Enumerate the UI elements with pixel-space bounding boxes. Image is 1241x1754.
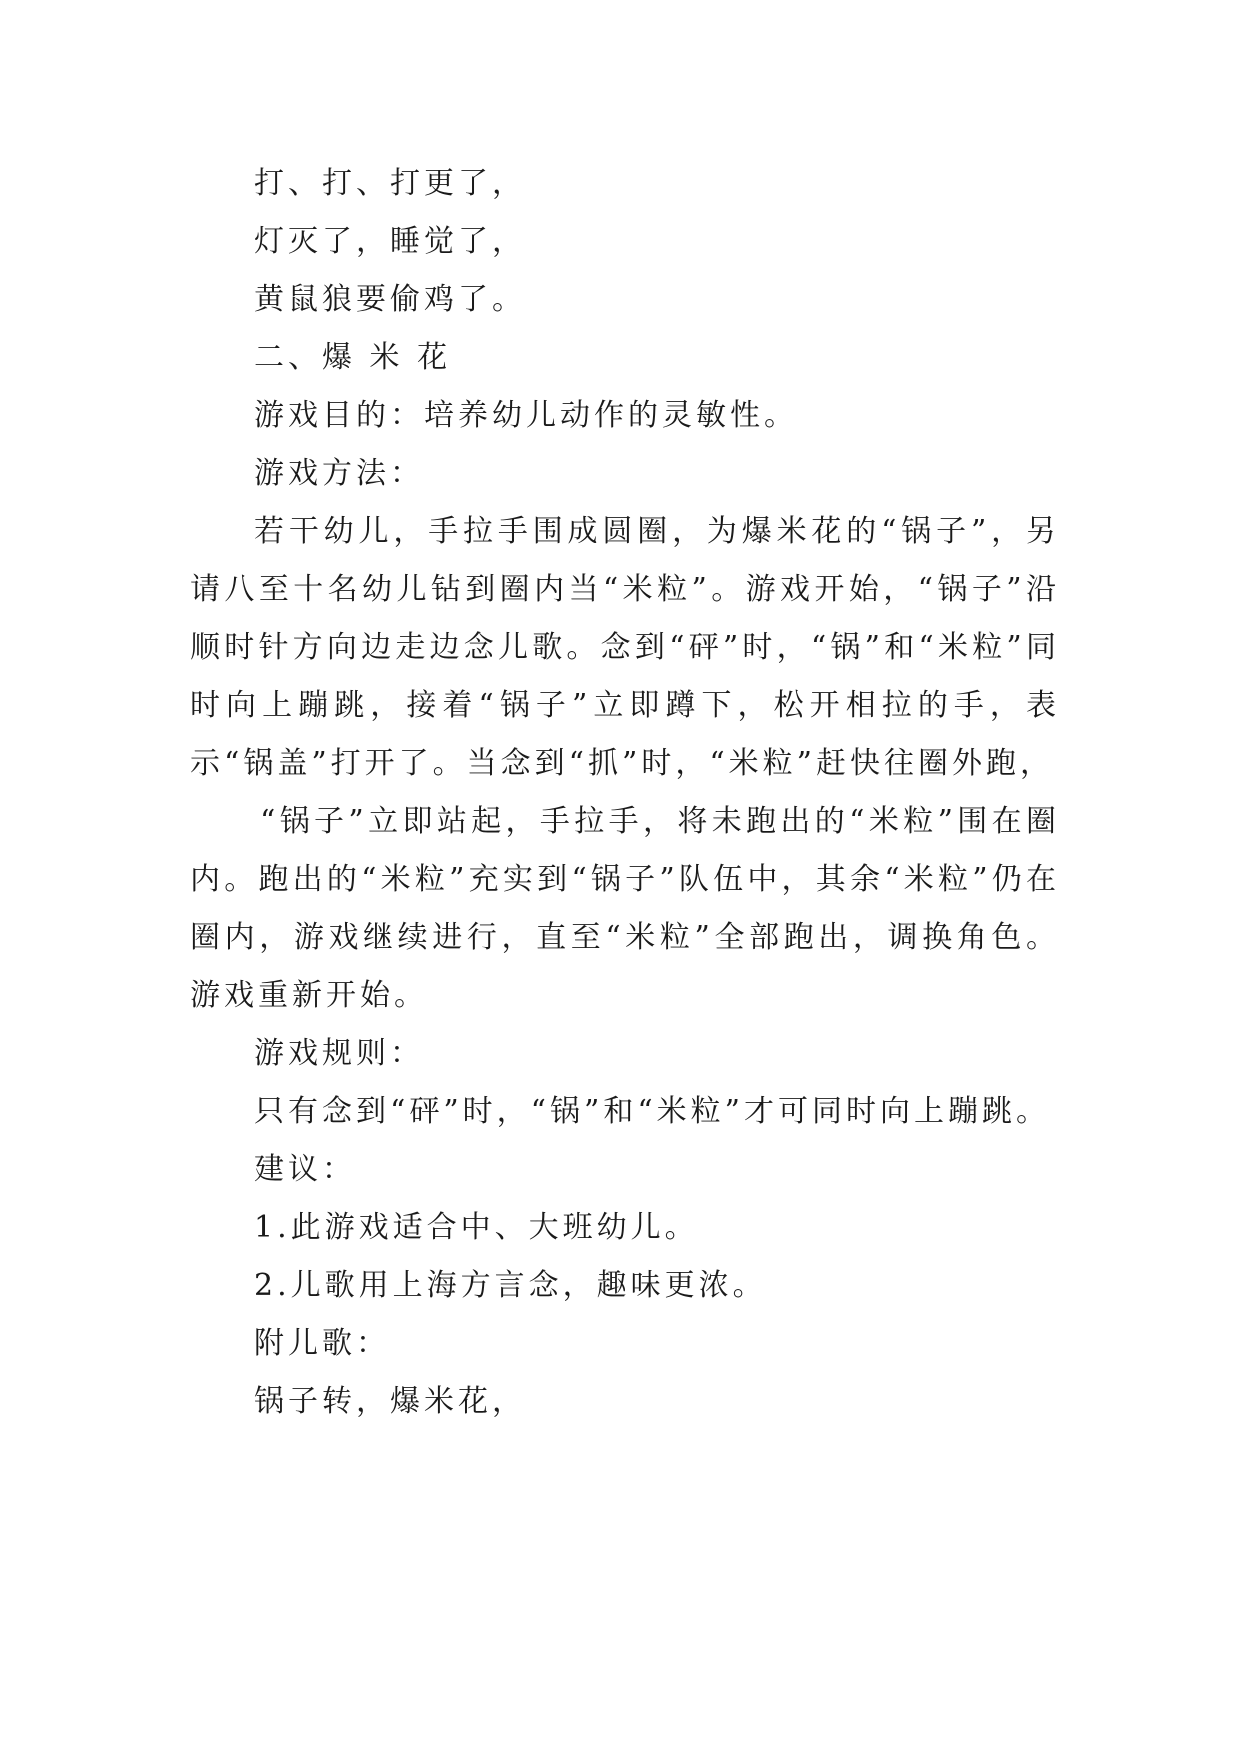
method-paragraph-1: 若干幼儿，手拉手围成圆圈，为爆米花的“锅子”，另请八至十名幼儿钻到圈内当“米粒”。游戏开始，“锅子”沿顺时针方向边走边念儿歌。念到“砰”时，“锅”和“米粒”同时向上蹦跳，接着“锅子”立即蹲下，松开相拉的手，表示“锅盖”打开了。当念到“抓”时，“米粒”赶快往圈外跑，	[190, 514, 1060, 781]
appendix-label: 附儿歌：	[254, 1326, 390, 1361]
suggest-label: 建议：	[254, 1152, 356, 1187]
method-label: 游戏方法：	[254, 456, 424, 491]
suggest-item-2: 2.儿歌用上海方言念，趣味更浓。	[254, 1268, 767, 1303]
poem-line: 黄鼠狼要偷鸡了。	[254, 282, 526, 317]
section-title: 二、爆 米 花	[254, 340, 452, 375]
rules-label: 游戏规则：	[254, 1036, 424, 1071]
poem-line: 打、打、打更了，	[254, 166, 526, 201]
suggest-item-1: 1.此游戏适合中、大班幼儿。	[254, 1210, 699, 1245]
goal-text: 游戏目的：培养幼儿动作的灵敏性。	[254, 398, 798, 433]
document-body	[190, 155, 1060, 1431]
poem-line: 灯灭了，睡觉了，	[254, 224, 526, 259]
method-paragraph-2: “锅子”立即站起，手拉手，将未跑出的“米粒”围在圈内。跑出的“米粒”充实到“锅子”队伍中，其余“米粒”仍在圈内，游戏继续进行，直至“米粒”全部跑出，调换角色。游戏重新开始。	[190, 804, 1060, 1013]
appendix-line: 锅子转，爆米花，	[254, 1384, 526, 1419]
rules-paragraph: 只有念到“砰”时，“锅”和“米粒”才可同时向上蹦跳。	[254, 1094, 1051, 1129]
